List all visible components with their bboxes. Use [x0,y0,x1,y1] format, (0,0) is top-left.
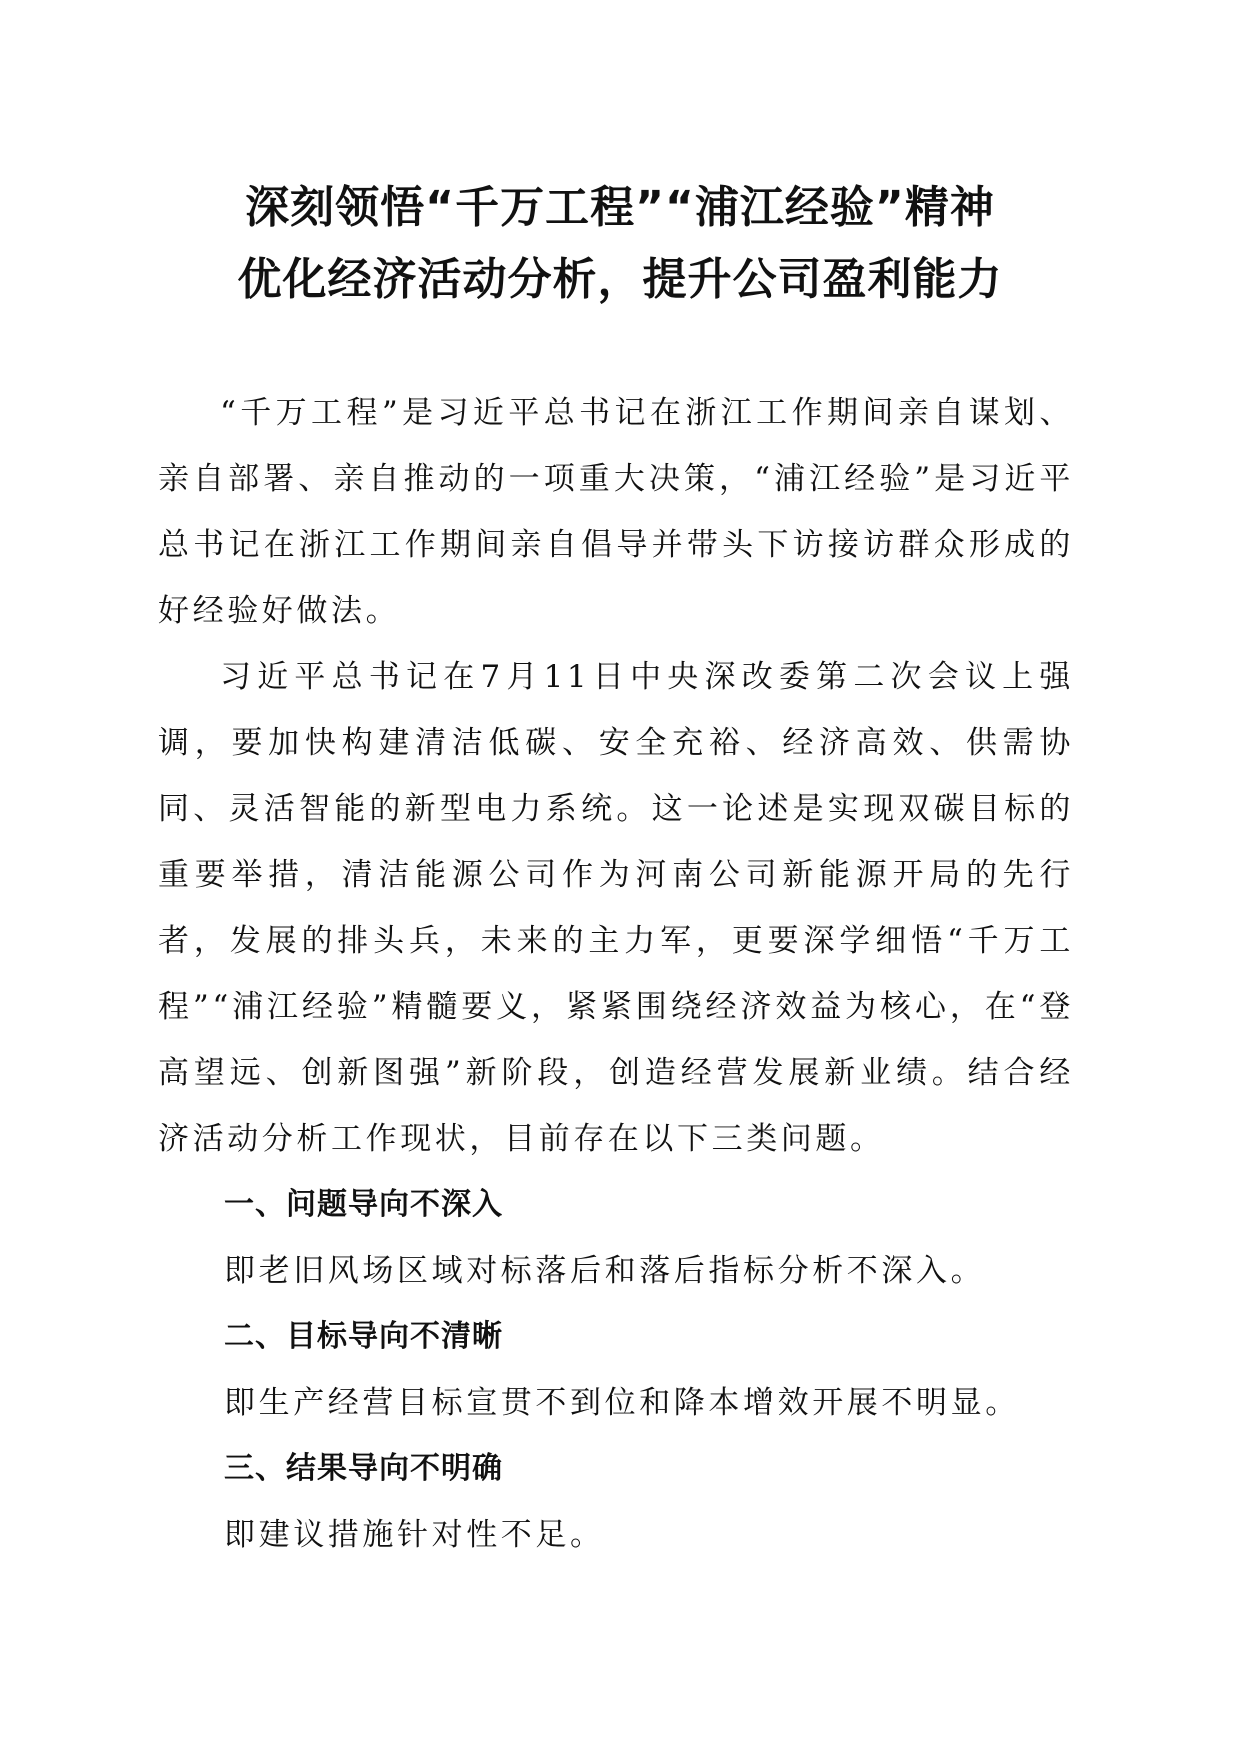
section-text-2: 即生产经营目标宣贯不到位和降本增效开展不明显。 [224,1385,1020,1421]
section-text-3: 即建议措施针对性不足。 [224,1517,605,1553]
body-paragraph-1: “千万工程”是习近平总书记在浙江工作期间亲自谋划、亲自部署、亲自推动的一项重大决策，“浦江经验”是习近平总书记在浙江工作期间亲自倡导并带头下访接访群众形成的好经验好做法。 [158,395,1074,629]
section-heading-2: 二、目标导向不清晰 [224,1319,503,1354]
document-title [120,172,1120,316]
title-line-1: 深刻领悟“千万工程”“浦江经验”精神 [245,182,995,233]
document-body [158,380,1074,1568]
section-heading-1: 一、问题导向不深入 [224,1187,503,1222]
body-paragraph-2: 习近平总书记在7月11日中央深改委第二次会议上强调，要加快构建清洁低碳、安全充裕、经济高效、供需协同、灵活智能的新型电力系统。这一论述是实现双碳目标的重要举措，清洁能源公司作为河南公司新能源开局的先行者，发展的排头兵，未来的主力军，更要深学细悟“千万工程”“浦江经验”精髓要义，紧紧围绕经济效益为核心，在“登高望远、创新图强”新阶段，创造经营发展新业绩。结合经济活动分析工作现状，目前存在以下三类问题。 [158,659,1074,1157]
section-heading-3: 三、结果导向不明确 [224,1451,503,1486]
section-text-1: 即老旧风场区域对标落后和落后指标分析不深入。 [224,1253,986,1289]
title-line-2: 优化经济活动分析，提升公司盈利能力 [237,254,1003,305]
